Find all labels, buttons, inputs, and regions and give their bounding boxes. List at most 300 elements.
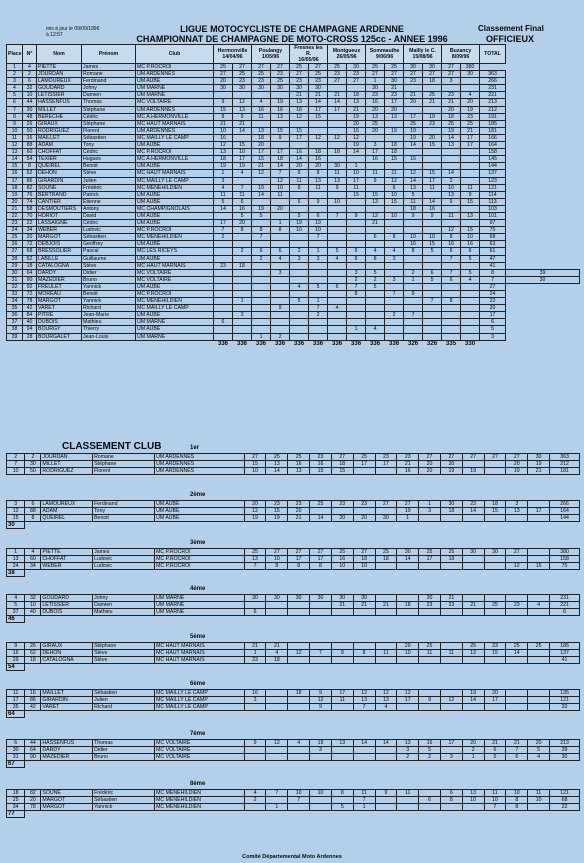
- table-cell: MAILLET: [37, 134, 82, 141]
- table-cell: 15: [423, 241, 442, 248]
- table-cell: 19: [214, 163, 233, 170]
- table-cell: [214, 326, 233, 333]
- table-cell: [423, 163, 442, 170]
- table-cell: 20: [419, 468, 441, 475]
- table-cell: 19: [290, 220, 309, 227]
- table-row: [7, 198, 580, 205]
- race-date: 16/05/96: [298, 57, 319, 63]
- table-cell: 5: [423, 276, 442, 283]
- table-cell: 20: [25, 797, 41, 804]
- table-row: [7, 595, 580, 602]
- column-total: 336: [275, 340, 286, 347]
- table-cell: 15: [244, 461, 266, 468]
- table-cell: [290, 120, 309, 127]
- table-cell: [423, 106, 442, 113]
- table-cell: 9: [366, 177, 385, 184]
- table-cell: 14: [271, 163, 290, 170]
- table-cell: 25: [328, 64, 347, 71]
- table-cell: 5: [309, 283, 328, 290]
- club-group-table: [6, 642, 580, 671]
- table-cell: 16: [290, 149, 309, 156]
- race-date: 1/05/96: [261, 54, 280, 60]
- table-cell: 2: [252, 255, 271, 262]
- table-cell: GIRARDIN: [37, 177, 82, 184]
- table-cell: [366, 291, 385, 298]
- table-row: [7, 326, 580, 333]
- table-cell: 27: [480, 283, 506, 290]
- table-cell: 11: [366, 170, 385, 177]
- table-cell: UM AUBE: [136, 241, 214, 248]
- table-cell: Stéphane: [82, 120, 136, 127]
- table-row: [7, 113, 580, 120]
- table-cell: 1: [266, 804, 288, 811]
- table-cell: 9: [290, 170, 309, 177]
- table-cell: 18: [25, 657, 41, 664]
- table-cell: 5: [366, 269, 385, 276]
- table-cell: 14: [309, 99, 328, 106]
- table-cell: Etienne: [82, 198, 136, 205]
- table-cell: 18: [214, 156, 233, 163]
- table-cell: 21: [331, 602, 353, 609]
- table-cell: 4: [385, 248, 404, 255]
- table-cell: 13: [366, 198, 385, 205]
- table-cell: [288, 704, 310, 711]
- table-cell: 23: [266, 501, 288, 508]
- table-cell: HASSENFUS: [41, 740, 93, 747]
- table-cell: [404, 85, 423, 92]
- table-cell: 7: [271, 170, 290, 177]
- table-cell: James: [93, 549, 155, 556]
- table-cell: Didier: [93, 747, 155, 754]
- column-header: [23, 45, 37, 64]
- table-row: [7, 85, 580, 92]
- table-cell: 7: [385, 291, 404, 298]
- table-cell: 15: [385, 156, 404, 163]
- table-cell: 19: [310, 740, 332, 747]
- table-cell: 21: [462, 602, 484, 609]
- table-cell: 20: [233, 220, 252, 227]
- table-row: [7, 191, 580, 198]
- table-cell: MC MAILLY LE CAMP: [136, 305, 214, 312]
- table-cell: [397, 797, 419, 804]
- table-cell: 14: [404, 142, 423, 149]
- table-cell: 25: [423, 92, 442, 99]
- table-cell: [331, 754, 353, 761]
- club-rank-label: 3ème: [190, 540, 206, 546]
- table-cell: 29: [7, 262, 23, 269]
- table-cell: 10: [233, 149, 252, 156]
- table-cell: 25: [366, 120, 385, 127]
- table-cell: [461, 312, 480, 319]
- table-cell: 21: [328, 92, 347, 99]
- table-cell: 2: [462, 747, 484, 754]
- table-cell: 5: [214, 198, 233, 205]
- table-cell: 4: [244, 790, 266, 797]
- table-row: [7, 515, 580, 522]
- table-cell: [244, 704, 266, 711]
- table-cell: 191: [480, 113, 506, 120]
- table-cell: [484, 704, 506, 711]
- table-cell: 13: [331, 740, 353, 747]
- table-cell: 231: [550, 595, 580, 602]
- table-cell: [331, 643, 353, 650]
- table-cell: 19: [309, 220, 328, 227]
- column-total: 336: [389, 340, 400, 347]
- table-cell: 27: [7, 248, 23, 255]
- table-cell: 1: [366, 78, 385, 85]
- table-cell: BERECHE: [37, 113, 82, 120]
- table-cell: 16: [7, 650, 25, 657]
- table-cell: 16: [461, 241, 480, 248]
- table-cell: [462, 461, 484, 468]
- table-cell: Antony: [82, 205, 136, 212]
- table-cell: [404, 255, 423, 262]
- table-cell: [309, 241, 328, 248]
- table-cell: 8: [385, 234, 404, 241]
- table-cell: 114: [480, 191, 506, 198]
- table-cell: [385, 305, 404, 312]
- table-cell: 27: [442, 64, 461, 71]
- table-cell: 18: [404, 205, 423, 212]
- table-cell: MC VOLTAIRE: [136, 269, 214, 276]
- table-cell: [252, 262, 271, 269]
- table-cell: MC P.ROCROI: [136, 149, 214, 156]
- table-cell: [252, 298, 271, 305]
- table-cell: 8: [310, 563, 332, 570]
- table-cell: 13: [7, 556, 25, 563]
- table-cell: 25: [462, 643, 484, 650]
- table-cell: [419, 704, 441, 711]
- table-cell: [347, 234, 366, 241]
- table-cell: 221: [480, 92, 506, 99]
- table-cell: [290, 241, 309, 248]
- club-total: 30: [7, 522, 25, 529]
- column-header-label: Nom: [53, 51, 65, 57]
- table-cell: 9: [310, 690, 332, 697]
- table-cell: 12: [375, 690, 397, 697]
- table-cell: 11: [214, 191, 233, 198]
- table-cell: 14: [347, 149, 366, 156]
- table-cell: 17: [214, 220, 233, 227]
- table-cell: [244, 602, 266, 609]
- table-cell: [328, 269, 347, 276]
- table-cell: 30: [7, 269, 23, 276]
- table-cell: 19: [423, 113, 442, 120]
- table-cell: 30: [266, 595, 288, 602]
- table-cell: [442, 163, 461, 170]
- table-cell: 19: [528, 461, 550, 468]
- table-cell: 18: [347, 92, 366, 99]
- table-cell: Julien: [82, 177, 136, 184]
- table-cell: 20: [366, 127, 385, 134]
- table-cell: [423, 227, 442, 234]
- table-cell: 144: [550, 515, 580, 522]
- table-cell: 4: [266, 650, 288, 657]
- table-cell: 19: [461, 106, 480, 113]
- column-header: [480, 45, 506, 64]
- table-cell: 10: [442, 184, 461, 191]
- table-cell: 42: [25, 704, 41, 711]
- table-cell: 17: [288, 556, 310, 563]
- table-cell: 27: [310, 549, 332, 556]
- table-cell: 30: [461, 71, 480, 78]
- table-cell: 44: [25, 740, 41, 747]
- table-cell: Sébastien: [93, 690, 155, 697]
- table-cell: 10: [385, 191, 404, 198]
- table-cell: 8: [506, 797, 528, 804]
- table-cell: Stéphane: [93, 643, 155, 650]
- table-cell: MC MAILLY LE CAMP: [136, 177, 214, 184]
- table-cell: 7: [214, 227, 233, 234]
- table-cell: 15: [484, 650, 506, 657]
- table-cell: 15: [252, 156, 271, 163]
- table-cell: [266, 602, 288, 609]
- table-cell: Tony: [93, 508, 155, 515]
- table-cell: [233, 283, 252, 290]
- table-cell: 27: [397, 501, 419, 508]
- table-cell: 78: [23, 298, 37, 305]
- table-cell: HASSENFUS: [37, 99, 82, 106]
- table-cell: 11: [484, 790, 506, 797]
- table-cell: 48: [23, 113, 37, 120]
- table-cell: 2: [309, 312, 328, 319]
- table-cell: [271, 120, 290, 127]
- table-cell: 11: [347, 184, 366, 191]
- table-cell: [528, 650, 550, 657]
- table-cell: 3: [271, 269, 290, 276]
- table-cell: 6: [271, 248, 290, 255]
- table-cell: 18: [397, 602, 419, 609]
- table-cell: 25: [271, 78, 290, 85]
- table-cell: 30: [385, 78, 404, 85]
- table-cell: [506, 690, 528, 697]
- table-cell: [528, 595, 550, 602]
- table-cell: 20: [440, 461, 462, 468]
- table-cell: 39: [7, 333, 23, 340]
- table-cell: 30: [23, 106, 37, 113]
- table-cell: 19: [252, 205, 271, 212]
- table-cell: UM AUBE: [155, 515, 245, 522]
- table-cell: ADAM: [37, 142, 82, 149]
- table-cell: [423, 312, 442, 319]
- table-cell: 23: [310, 454, 332, 461]
- table-cell: 10: [331, 563, 353, 570]
- table-cell: [404, 262, 423, 269]
- table-cell: 17: [385, 99, 404, 106]
- table-cell: MC P.ROCROI: [136, 227, 214, 234]
- table-cell: 23: [252, 78, 271, 85]
- club-group-table: [6, 789, 580, 818]
- table-cell: 30: [252, 85, 271, 92]
- table-cell: [271, 234, 290, 241]
- table-cell: 23: [419, 602, 441, 609]
- table-cell: DEHON: [41, 650, 93, 657]
- table-cell: 21: [442, 99, 461, 106]
- table-cell: 30: [550, 754, 580, 761]
- table-cell: 17: [366, 149, 385, 156]
- table-cell: UM AUBE: [136, 326, 214, 333]
- table-cell: [328, 85, 347, 92]
- table-cell: 37: [7, 319, 23, 326]
- table-cell: 7: [353, 704, 375, 711]
- table-cell: MC HAUT MARNAIS: [136, 170, 214, 177]
- table-cell: 41: [480, 262, 506, 269]
- table-cell: 4: [528, 602, 550, 609]
- table-cell: 20: [385, 106, 404, 113]
- table-cell: 30: [310, 595, 332, 602]
- table-cell: 22: [550, 804, 580, 811]
- table-row: [7, 177, 580, 184]
- table-cell: 31: [7, 754, 25, 761]
- table-cell: 13: [347, 99, 366, 106]
- table-cell: 158: [480, 149, 506, 156]
- table-cell: 1: [462, 754, 484, 761]
- table-cell: 7: [252, 234, 271, 241]
- table-cell: 13: [252, 127, 271, 134]
- table-cell: 25: [528, 643, 550, 650]
- spacer-cell: [37, 340, 82, 347]
- column-total: 326: [408, 340, 419, 347]
- table-cell: 16: [233, 205, 252, 212]
- table-cell: 9: [310, 704, 332, 711]
- table-cell: 1: [404, 276, 423, 283]
- table-cell: 42: [23, 305, 37, 312]
- table-cell: 1: [347, 326, 366, 333]
- table-cell: 13: [353, 697, 375, 704]
- table-row: [7, 262, 580, 269]
- table-cell: 14: [266, 468, 288, 475]
- table-cell: LASSAIGNE: [37, 220, 82, 227]
- table-cell: 5: [366, 283, 385, 290]
- table-cell: [214, 92, 233, 99]
- table-cell: 4: [288, 740, 310, 747]
- table-cell: MC MAILLY LE CAMP: [155, 690, 245, 697]
- table-cell: [353, 657, 375, 664]
- table-cell: Julien: [93, 697, 155, 704]
- table-cell: 20: [353, 515, 375, 522]
- table-cell: UM AUBE: [136, 220, 214, 227]
- table-cell: [290, 205, 309, 212]
- table-cell: 7: [288, 797, 310, 804]
- table-cell: [375, 657, 397, 664]
- table-cell: 25: [419, 549, 441, 556]
- table-cell: [385, 326, 404, 333]
- table-cell: 11: [440, 650, 462, 657]
- table-cell: 30: [288, 595, 310, 602]
- table-cell: 12: [385, 177, 404, 184]
- table-cell: 19: [462, 468, 484, 475]
- table-cell: 74: [23, 198, 37, 205]
- table-cell: [484, 515, 506, 522]
- table-cell: [385, 319, 404, 326]
- table-cell: 9: [375, 790, 397, 797]
- table-cell: [528, 609, 550, 616]
- table-cell: 5: [423, 248, 442, 255]
- table-cell: 27: [271, 64, 290, 71]
- table-cell: Stève: [93, 650, 155, 657]
- table-cell: [423, 220, 442, 227]
- club-total-row: [7, 664, 580, 671]
- table-cell: PIETTE: [41, 549, 93, 556]
- table-cell: [347, 220, 366, 227]
- table-cell: DARDY: [41, 747, 93, 754]
- table-cell: Stève: [82, 262, 136, 269]
- table-cell: [366, 205, 385, 212]
- table-cell: 13: [375, 697, 397, 704]
- table-cell: 7: [233, 184, 252, 191]
- table-cell: 9: [419, 697, 441, 704]
- table-cell: 35: [7, 305, 23, 312]
- table-cell: Johny: [82, 85, 136, 92]
- table-cell: 5: [331, 804, 353, 811]
- table-cell: [309, 120, 328, 127]
- table-cell: Frédéric: [93, 790, 155, 797]
- table-cell: 12: [252, 170, 271, 177]
- table-cell: [233, 291, 252, 298]
- table-cell: 17: [480, 312, 506, 319]
- table-row: [7, 508, 580, 515]
- table-cell: UM ARDENNES: [136, 106, 214, 113]
- table-cell: [461, 262, 480, 269]
- table-cell: 20: [419, 461, 441, 468]
- table-cell: 7: [353, 797, 375, 804]
- table-cell: 21: [366, 220, 385, 227]
- table-cell: 10: [7, 127, 23, 134]
- table-cell: 52: [23, 255, 37, 262]
- table-cell: [353, 643, 375, 650]
- table-cell: 23: [462, 501, 484, 508]
- table-cell: 14: [252, 191, 271, 198]
- table-cell: 18: [233, 262, 252, 269]
- table-cell: [461, 85, 480, 92]
- table-cell: 27: [233, 64, 252, 71]
- table-cell: 13: [328, 177, 347, 184]
- table-cell: 97: [480, 220, 506, 227]
- table-cell: [252, 283, 271, 290]
- table-cell: 20: [462, 740, 484, 747]
- table-cell: [266, 747, 288, 754]
- table-cell: [353, 754, 375, 761]
- table-cell: MC HAUT MARNAIS: [155, 657, 245, 664]
- table-cell: 11: [331, 697, 353, 704]
- table-cell: [423, 127, 442, 134]
- footer-text: Comité Départemental Moto Ardennes: [242, 854, 342, 860]
- table-cell: 5: [7, 602, 25, 609]
- table-cell: [252, 319, 271, 326]
- table-cell: [328, 142, 347, 149]
- table-cell: 16: [288, 461, 310, 468]
- table-cell: [461, 291, 480, 298]
- table-cell: 27: [419, 454, 441, 461]
- table-cell: 10: [506, 790, 528, 797]
- table-cell: 25: [7, 797, 25, 804]
- table-cell: 20: [484, 690, 506, 697]
- table-cell: [442, 319, 461, 326]
- table-cell: 2: [233, 248, 252, 255]
- table-cell: [347, 333, 366, 340]
- table-cell: 6: [347, 248, 366, 255]
- table-cell: 8: [442, 234, 461, 241]
- table-cell: [419, 563, 441, 570]
- table-cell: [252, 220, 271, 227]
- table-cell: [461, 163, 480, 170]
- table-cell: 23: [233, 78, 252, 85]
- table-cell: Bruno: [82, 276, 136, 283]
- table-cell: MC VOLTAIRE: [136, 276, 214, 283]
- race-date: 14/04/96: [222, 54, 243, 60]
- table-row: [7, 234, 580, 241]
- table-cell: 2: [290, 248, 309, 255]
